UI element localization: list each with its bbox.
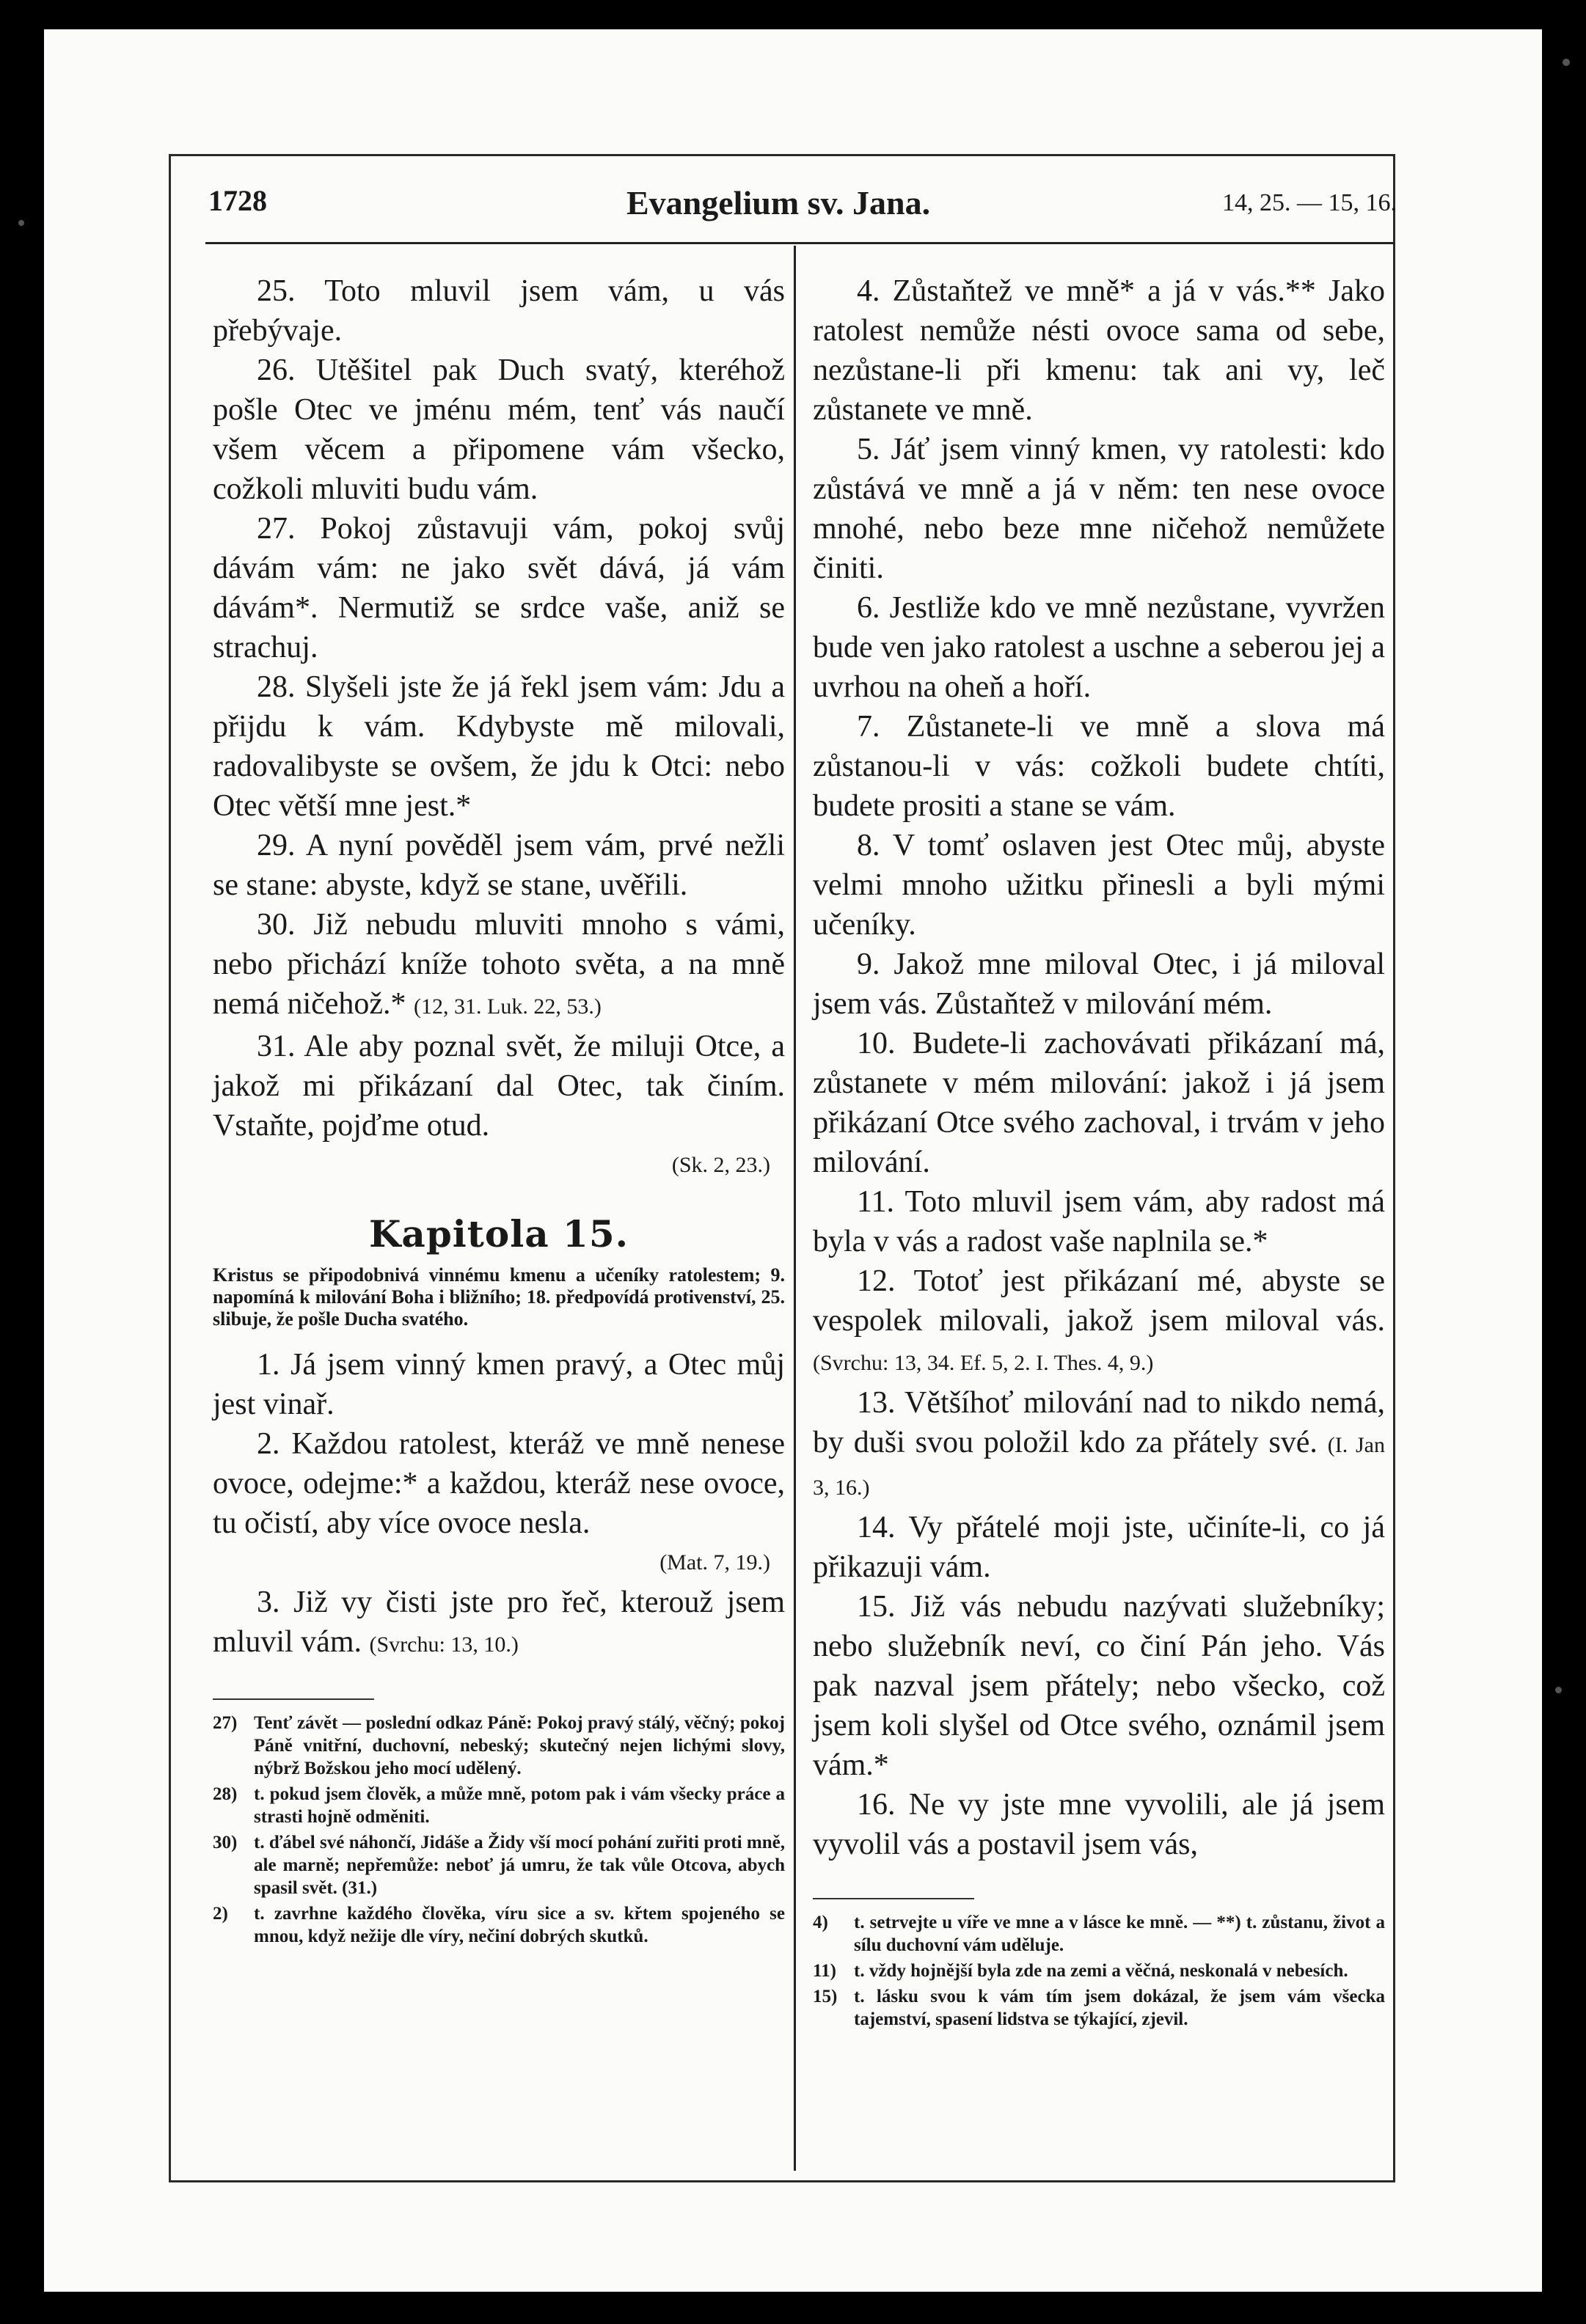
chapter-heading: Kapitola 15. xyxy=(368,1212,629,1256)
footnote-rule xyxy=(813,1898,974,1899)
right-column xyxy=(813,271,1385,2034)
verse: 1. Já jsem vinný kmen pravý, a Otec můj jest vinař. xyxy=(213,1348,785,1421)
verse-range: 14, 25. — 15, 16. xyxy=(1222,189,1397,216)
footnote xyxy=(213,1831,785,1899)
footnote xyxy=(813,1985,1385,2031)
footnote-text: Tenť závět — poslední odkaz Páně: Pokoj pravý stálý, věčný; pokoj Páně vnitřní, duchovní, nebeský; skutečný nejen lichými slovy, nýbrž Božskou jeho mocí udělený. xyxy=(254,1713,785,1778)
cross-reference: (I. Jan 3, 16.) xyxy=(813,1433,1385,1500)
verse xyxy=(813,1383,1385,1508)
footnote-text: t. zavrhne každého člověka, víru sice a sv. křtem spojeného se mnou, když nežije dle víry, nečiní dobrých skutků. xyxy=(254,1904,785,1946)
cross-reference: (Mat. 7, 19.) xyxy=(659,1550,770,1575)
verse: 7. Zůstanete-li ve mně a slova má zůstanou-li v vás: cožkoli budete chtíti, budete prositi a stane se vám. xyxy=(813,710,1385,823)
footnote xyxy=(813,1960,1385,1982)
footnote-label: 11) xyxy=(813,1961,836,1981)
cross-reference: (12, 31. Luk. 22, 53.) xyxy=(414,994,602,1019)
speck xyxy=(18,220,24,226)
verse-text: 30. Již nebudu mluviti mnoho s vámi, nebo přichází kníže tohoto světa, a na mně nemá ničehož.* xyxy=(213,908,785,1021)
footnote-text: t. ďábel své náhončí, Jidáše a Židy vší mocí pohání zuřiti proti mně, ale marně; nepřemůže: neboť já umru, že tak vůle Otcova, abych spasil svět. (31.) xyxy=(254,1833,785,1898)
running-title: Evangelium sv. Jana. xyxy=(626,184,931,221)
column-divider xyxy=(794,246,796,2171)
verse-text: 13. Většíhoť milování nad to nikdo nemá, by duši svou položil kdo za přátely své. xyxy=(813,1386,1385,1459)
footnote-text: t. setrvejte u víře ve mne a v lásce ke mně. — **) t. zůstanu, život a sílu duchovní vám uděluje. xyxy=(854,1913,1385,1955)
footnote-label: 15) xyxy=(813,1987,838,2006)
verse: 31. Ale aby poznal svět, že miluji Otce, a jakož mi přikázaní dal Otec, tak činím. Vstaňte, pojďme otud. xyxy=(213,1030,785,1143)
verse: 11. Toto mluvil jsem vám, aby radost má byla v vás a radost vaše naplnila se.* xyxy=(813,1185,1385,1258)
verse: 26. Utěšitel pak Duch svatý, kteréhož pošle Otec ve jménu mém, tenť vás naučí všem věcem a připomene vám všecko, cožkoli mluviti budu vám. xyxy=(213,353,785,506)
cross-reference: (Svrchu: 13, 10.) xyxy=(369,1632,519,1657)
verse: 15. Již vás nebudu nazývati služebníky; nebo služebník neví, co činí Pán jeho. Vás pak nazval jsem přátely; nebo všecko, což jsem koli slyšel od Otce svého, oznámil jsem vám.* xyxy=(813,1590,1385,1782)
cross-reference: (Svrchu: 13, 34. Ef. 5, 2. I. Thes. 4, 9.) xyxy=(813,1351,1154,1375)
verse: 25. Toto mluvil jsem vám, u vás přebývaje. xyxy=(213,274,785,348)
verse: 27. Pokoj zůstavuji vám, pokoj svůj dávám vám: ne jako svět dává, já vám dávám*. Nermutiž se srdce vaše, aniž se strachuj. xyxy=(213,512,785,664)
footnote-label: 2) xyxy=(213,1904,228,1924)
footnote-text: t. pokud jsem člověk, a může mně, potom pak i vám všecky práce a strasti hojně odměniti. xyxy=(254,1784,785,1827)
verse: 5. Jáť jsem vinný kmen, vy ratolesti: kdo zůstává ve mně a já v něm: ten nese ovoce mnohé, nebo beze mne ničehož nemůžete činiti. xyxy=(813,433,1385,585)
verse: 28. Slyšeli jste že já řekl jsem vám: Jdu a přijdu k vám. Kdybyste mě milovali, radovalibyste se ovšem, že jdu k Otci: nebo Otec větší mne jest.* xyxy=(213,670,785,823)
verse xyxy=(213,905,785,1027)
verse xyxy=(813,1261,1385,1383)
chapter-summary: Kristus se připodobnivá vinnému kmenu a učeníky ratolestem; 9. napomíná k milování Boha i bližního; 18. předpovídá protivenství, 25. slibuje, že pošle Ducha svatého. xyxy=(213,1264,785,1330)
cross-reference: (Sk. 2, 23.) xyxy=(671,1153,770,1177)
running-header xyxy=(208,183,1397,235)
verse: 9. Jakož mne miloval Otec, i já miloval jsem vás. Zůstaňtež v milování mém. xyxy=(813,947,1385,1021)
verse: 8. V tomť oslaven jest Otec můj, abyste velmi mnoho užitku přinesli a byli mými učeníky. xyxy=(813,829,1385,942)
footnote-rule xyxy=(213,1698,374,1700)
verse-text: 12. Totoť jest přikázaní mé, abyste se vespolek milovali, jakož jsem miloval vás. xyxy=(813,1264,1385,1338)
speck xyxy=(1563,59,1570,66)
footnote-text: t. lásku svou k vám tím jsem dokázal, že jsem vám všecka tajemství, spasení lidstva se týkající, zjevil. xyxy=(854,1987,1385,2029)
verse: 29. A nyní pověděl jsem vám, prvé nežli se stane: abyste, když se stane, uvěřili. xyxy=(213,829,785,902)
speck xyxy=(1555,1687,1562,1693)
verse: 16. Ne vy jste mne vyvolili, ale já jsem vyvolil vás a postavil jsem vás, xyxy=(813,1788,1385,1861)
footnote xyxy=(213,1902,785,1948)
verse: 6. Jestliže kdo ve mně nezůstane, vyvržen bude ven jako ratolest a uschne a seberou jej a uvrhou na oheň a hoří. xyxy=(813,591,1385,704)
footnote xyxy=(213,1783,785,1828)
footnote-label: 28) xyxy=(213,1784,238,1804)
footnote-label: 30) xyxy=(213,1833,238,1852)
verse: 2. Každou ratolest, kteráž ve mně nenese ovoce, odejme:* a každou, kteráž nese ovoce, tu očistí, aby více ovoce nesla. xyxy=(213,1427,785,1540)
header-rule xyxy=(205,242,1394,244)
verse-text: 3. Již vy čisti jste pro řeč, kterouž jsem mluvil vám. xyxy=(213,1586,785,1659)
page-number: 1728 xyxy=(208,184,267,217)
verse: 10. Budete-li zachovávati přikázaní má, zůstanete v mém milování: jakož i já jsem přikázaní Otce svého zachoval, i trvám v jeho milování. xyxy=(813,1027,1385,1179)
footnote xyxy=(213,1712,785,1780)
left-column xyxy=(213,271,785,1951)
verse: 4. Zůstaňtež ve mně* a já v vás.** Jako ratolest nemůže nésti ovoce sama od sebe, nezůstane-li při kmenu: tak ani vy, leč zůstanete ve mně. xyxy=(813,274,1385,427)
verse: 14. Vy přátelé moji jste, učiníte-li, co já přikazuji vám. xyxy=(813,1511,1385,1584)
footnote-label: 4) xyxy=(813,1913,828,1932)
verse xyxy=(213,1583,785,1665)
footnote-text: t. vždy hojnější byla zde na zemi a věčná, neskonalá v nebesích. xyxy=(854,1961,1348,1981)
footnote-label: 27) xyxy=(213,1713,238,1733)
footnote xyxy=(813,1911,1385,1957)
